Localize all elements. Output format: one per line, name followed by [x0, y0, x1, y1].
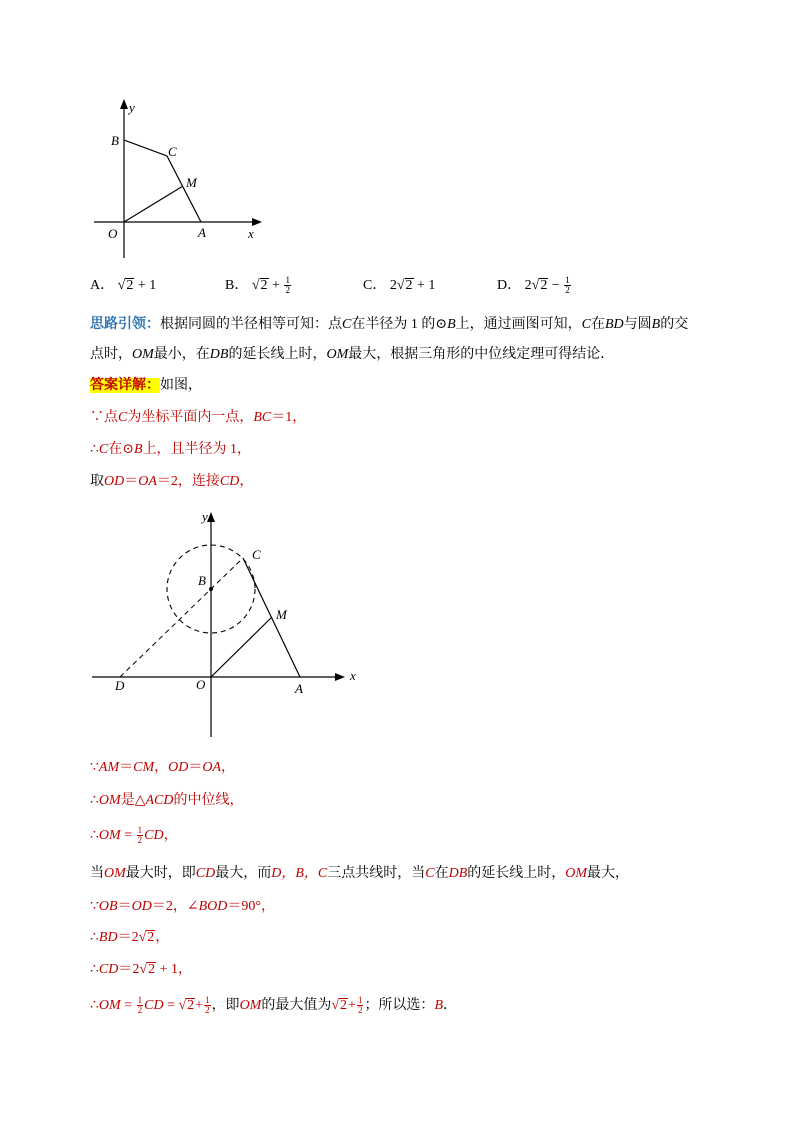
label-d: D — [115, 678, 125, 693]
point-b — [209, 587, 213, 591]
option-d-letter: D． — [497, 278, 522, 293]
option-b-radicand: 2 — [260, 278, 268, 293]
label-o: O — [196, 677, 206, 692]
proof-line-8: ∴OM = $\frac{1}{2}$ CD = √2+ $\frac{1}{2}$ ，即OM的最大值为√2+ $\frac{1}{2}$ ；所以选：B． — [90, 995, 457, 1016]
answer-line-3: 取OD＝OA＝2，连接CD， — [90, 474, 254, 489]
proof-line-5: ∵OB＝OD＝2，∠BOD＝90°， — [90, 899, 275, 914]
dashed-d-c — [120, 558, 243, 677]
label-c: C — [252, 547, 261, 562]
option-c-letter: C． — [363, 278, 387, 293]
proof-line-6: ∴BD＝2√2， — [90, 930, 170, 945]
option-b-letter: B． — [225, 278, 249, 293]
label-m: M — [186, 175, 197, 190]
proof-line-3: ∴OM = $\frac{1}{2}$ CD， — [90, 825, 178, 846]
proof-8-fraction-2: $\frac{1}{2}$ — [205, 995, 210, 1016]
option-d-fraction: $\frac{1}{2}$ — [565, 275, 570, 296]
proof-line-4: 当OM最大时，即CD最大，而D，B，C三点共线时，当C在DB的延长线上时，OM最大， — [90, 866, 630, 881]
option-a-radicand: 2 — [126, 278, 134, 293]
label-a: A — [198, 225, 206, 240]
label-x: x — [350, 668, 356, 683]
label-b: B — [198, 573, 206, 588]
hint-line-2: 点时，OM最小，在DB的延长线上时，OM最大，根据三角形的中位线定理可得结论． — [90, 347, 615, 362]
option-c-coef: 2 — [389, 278, 397, 293]
label-m: M — [276, 607, 287, 622]
hint-label: 思路引领： — [90, 317, 160, 332]
proof-line-1: ∵AM＝CM，OD＝OA， — [90, 760, 236, 775]
option-d-tail: − — [551, 278, 560, 293]
option-d-coef: 2 — [524, 278, 532, 293]
option-a-tail: + 1 — [137, 278, 157, 293]
proof-line-2: ∴OM是△ACD的中位线， — [90, 793, 244, 808]
option-c-tail: + 1 — [417, 278, 436, 293]
figure-1 — [80, 90, 280, 265]
segment-o-m — [124, 186, 183, 222]
answer-line-1: ∵点C为坐标平面内一点，BC＝1， — [90, 410, 307, 425]
proof-8-fraction-1: $\frac{1}{2}$ — [137, 995, 143, 1016]
proof-3-fraction: $\frac{1}{2}$ — [137, 825, 143, 846]
answer-line-0: 答案详解：如图， — [90, 378, 202, 393]
label-o: O — [108, 226, 118, 241]
proof-line-7: ∴CD＝2√2 + 1， — [90, 962, 192, 977]
option-c[interactable]: C． 2√2 + 1 — [363, 278, 436, 293]
option-a[interactable]: A． √2 + 1 — [90, 278, 157, 293]
option-b[interactable]: B． √2 + $\frac{1}{2}$ — [225, 275, 290, 296]
proof-8-fraction-3: $\frac{1}{2}$ — [357, 995, 363, 1016]
label-c: C — [168, 144, 177, 159]
label-y: y — [202, 509, 208, 524]
label-b: B — [111, 133, 119, 148]
segment-o-m — [211, 617, 272, 677]
option-b-fraction: $\frac{1}{2}$ — [285, 275, 290, 296]
y-axis-arrow — [207, 512, 215, 522]
option-a-letter: A． — [90, 278, 115, 293]
y-axis-arrow — [120, 99, 128, 109]
answer-label: 答案详解： — [90, 378, 160, 393]
option-c-radicand: 2 — [405, 278, 413, 293]
option-d-radicand: 2 — [540, 278, 548, 293]
x-axis-arrow — [335, 673, 345, 681]
label-y: y — [129, 100, 135, 115]
figure-2 — [88, 505, 368, 745]
option-b-tail: + — [272, 278, 280, 293]
answer-line-2: ∴C在⊙B上，且半径为 1， — [90, 442, 252, 457]
option-d[interactable]: D． 2√2 − $\frac{1}{2}$ — [497, 275, 570, 296]
hint-line-1: 思路引领：根据同圆的半径相等可知：点C在半径为 1 的⊙B上，通过画图可知，C在BD与圆B的交 — [90, 317, 689, 332]
label-x: x — [248, 226, 254, 241]
x-axis-arrow — [252, 218, 262, 226]
label-a: A — [295, 681, 303, 696]
